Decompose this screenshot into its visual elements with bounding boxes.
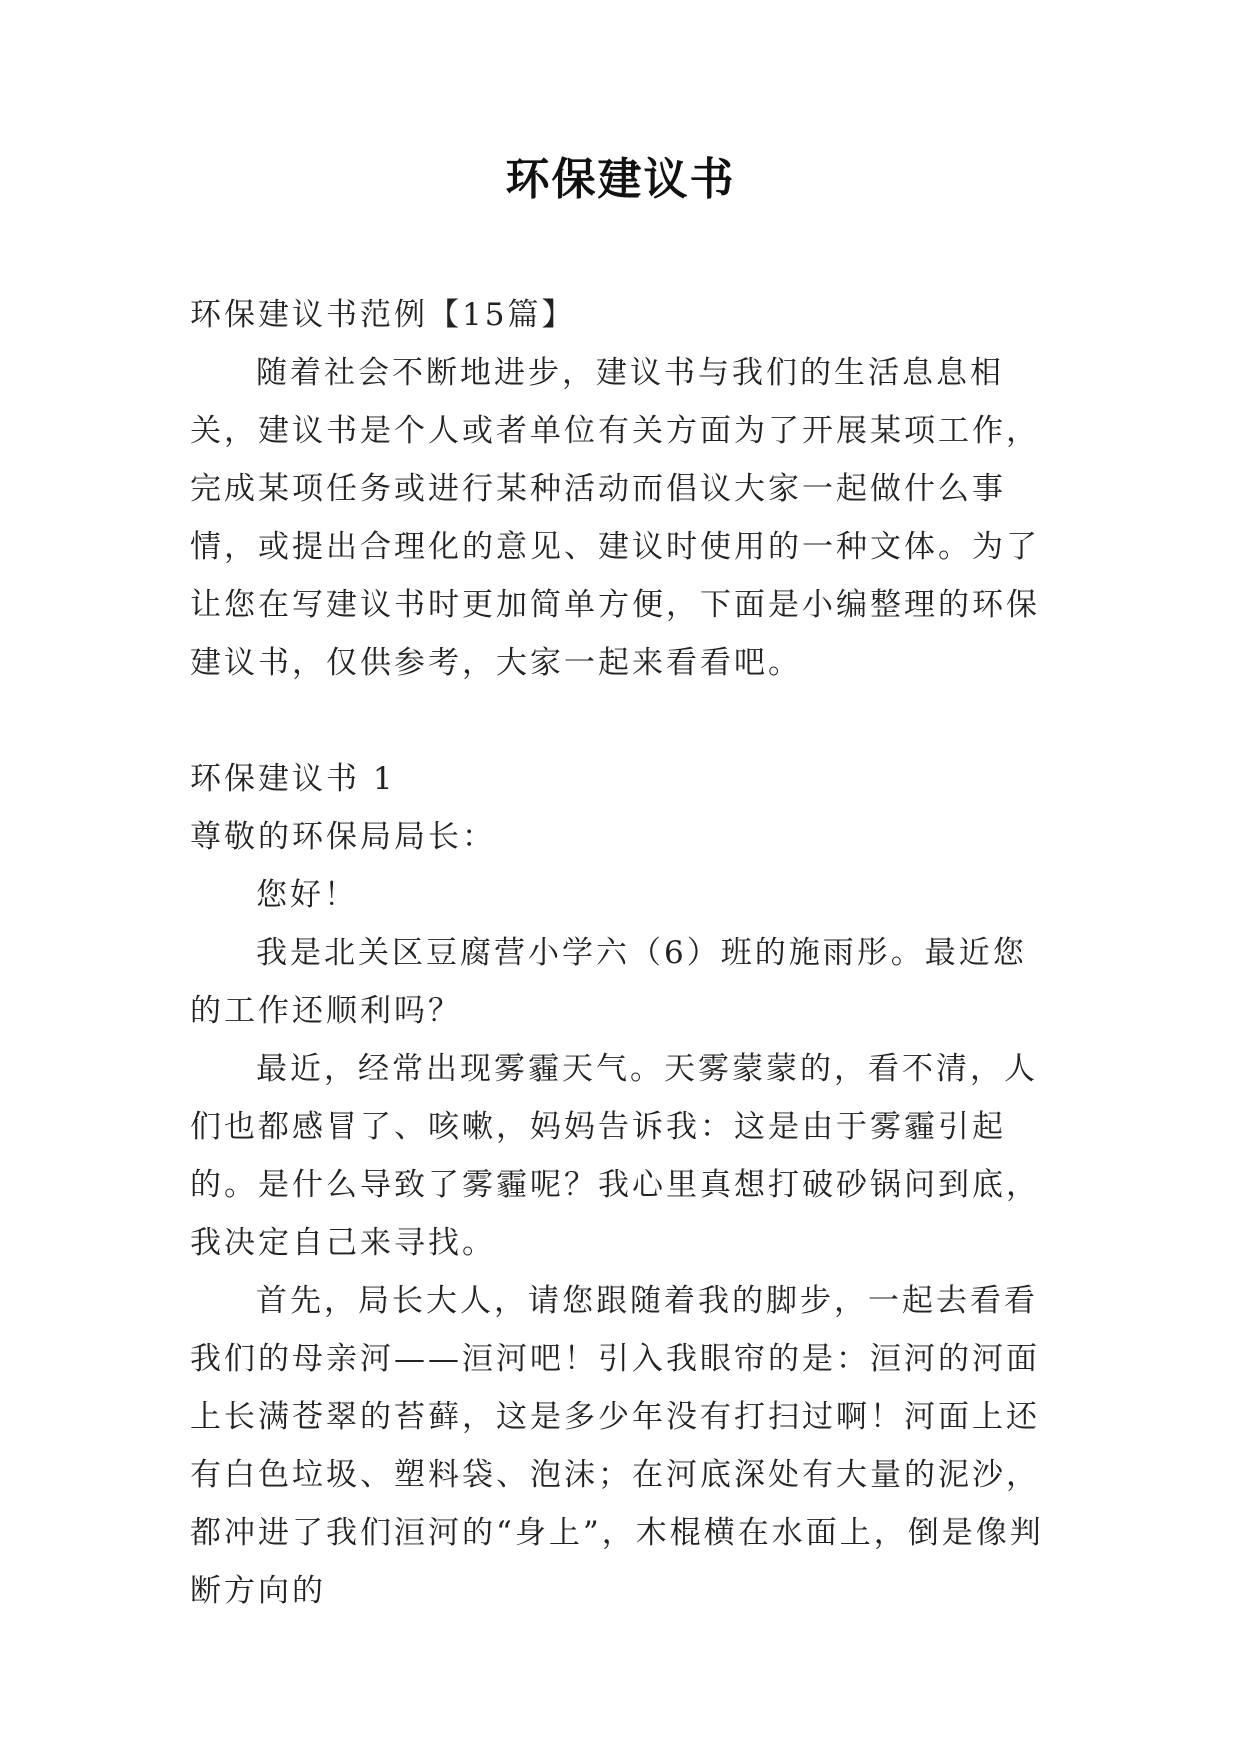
body-paragraph: 最近，经常出现雾霾天气。天雾蒙蒙的，看不清，人们也都感冒了、咳嗽，妈妈告诉我：这是由于雾霾引起的。是什么导致了雾霾呢？我心里真想打破砂锅问到底，我决定自己来寻找。 [190,1051,1040,1261]
document-body [190,286,1060,1620]
section-gap [190,692,1060,750]
body-paragraph: 首先，局长大人，请您跟随着我的脚步，一起去看看我们的母亲河——洹河吧！引入我眼帘的是：洹河的河面上长满苍翠的苔藓，这是多少年没有打扫过啊！河面上还有白色垃圾、塑料袋、泡沫；在河底深处有大量的泥沙，都冲进了我们洹河的“身上”，木棍横在水面上，倒是像判断方向的 [190,1283,1044,1609]
document-subtitle: 环保建议书范例【15篇】 [190,297,576,333]
body-paragraph: 我是北关区豆腐营小学六（6）班的施雨彤。最近您的工作还顺利吗？ [190,935,1027,1029]
salutation: 尊敬的环保局局长： [190,819,496,855]
greeting: 您好！ [256,877,358,913]
intro-paragraph: 随着社会不断地进步，建议书与我们的生活息息相关，建议书是个人或者单位有关方面为了开展某项工作，完成某项任务或进行某种活动而倡议大家一起做什么事情，或提出合理化的意见、建议时使用的一种文体。为了让您在写建议书时更加简单方便，下面是小编整理的环保建议书，仅供参考，大家一起来看看吧。 [190,355,1040,681]
section-heading: 环保建议书 1 [190,761,396,797]
page-title: 环保建议书 [505,154,736,205]
